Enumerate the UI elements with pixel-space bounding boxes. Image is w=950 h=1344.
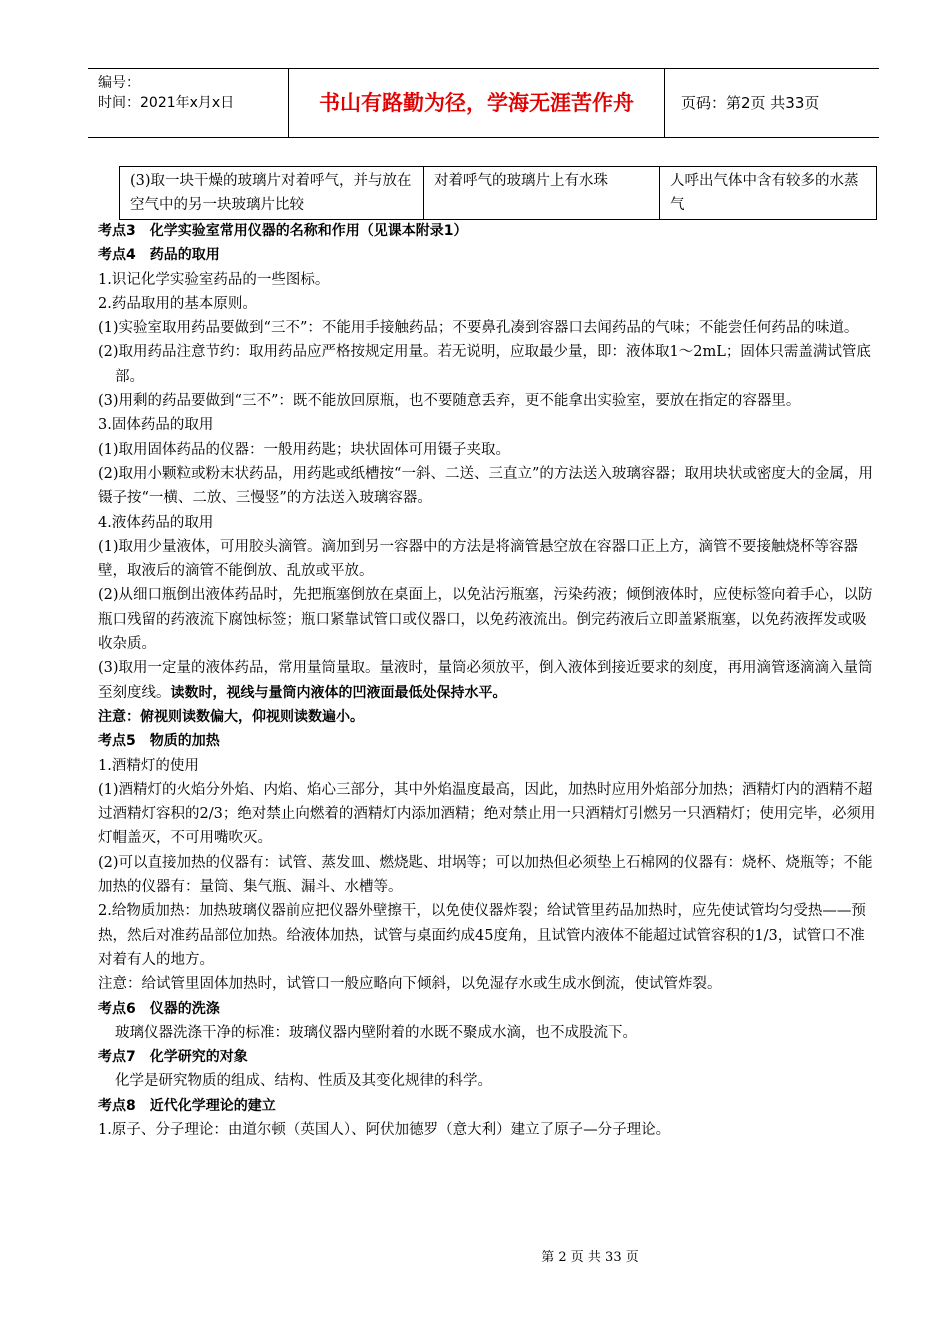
- paragraph-text: (3)取用一定量的液体药品，常用量筒量取。量液时，量筒必须放平，倒入液体到接近要求的刻度，再用滴管逐滴滴入量筒至刻度线。: [98, 660, 873, 701]
- paragraph: (1)取用固体药品的仪器：一般用药匙；块状固体可用镊子夹取。: [98, 441, 511, 458]
- paragraph: (2)取用小颗粒或粉末状药品，用药匙或纸槽按“一斜、二送、三直立”的方法送入玻璃容器；取用块状或密度大的金属，用镊子按“一横、二放、三慢竖”的方法送入玻璃容器。: [98, 465, 873, 507]
- paragraph: 4.液体药品的取用: [98, 514, 214, 531]
- time-label: 时间：2021年x月x日: [98, 95, 235, 111]
- paragraph: 化学是研究物质的组成、结构、性质及其变化规律的科学。: [115, 1073, 492, 1090]
- paragraph: (2)取用药品注意节约：取用药品应严格按规定用量。若无说明，应取最少量，即：液体取1～2mL；固体只需盖满试管底部。: [98, 344, 871, 385]
- paragraph: (1)实验室取用药品要做到“三不”：不能用手接触药品；不要鼻孔凑到容器口去闻药品的气味；不能尝任何药品的味道。: [98, 320, 859, 337]
- table-cell: 对着呼气的玻璃片上有水珠: [424, 167, 660, 220]
- paragraph: (1)酒精灯的火焰分外焰、内焰、焰心三部分，其中外焰温度最高，因此，加热时应用外焰部分加热；酒精灯内的酒精不超过酒精灯容积的2/3；绝对禁止向燃着的酒精灯内添加酒精；绝对禁止用一只酒精灯引燃另一只酒精灯；使用完毕，必须用灯帽盖灭，不可用嘴吹灭。: [98, 781, 876, 847]
- paragraph: (1)取用少量液体，可用胶头滴管。滴加到另一容器中的方法是将滴管悬空放在容器口正上方，滴管不要接触烧杯等容器壁，取液后的滴管不能倒放、乱放或平放。: [98, 538, 859, 580]
- paragraph: (3)用剩的药品要做到“三不”：既不能放回原瓶，也不要随意丢弃，更不能拿出实验室，要放在指定的容器里。: [98, 393, 801, 410]
- page-footer: 第 2 页 共 33 页: [541, 1250, 639, 1265]
- page-label: 页码：第2页 共33页: [681, 94, 820, 112]
- note: 注意：给试管里固体加热时，试管口一般应略向下倾斜，以免湿存水或生成水倒流，使试管炸裂。: [98, 976, 722, 993]
- paragraph: (2)从细口瓶倒出液体药品时，先把瓶塞倒放在桌面上，以免沾污瓶塞，污染药液；倾倒液体时，应使标签向着手心，以防瓶口残留的药液流下腐蚀标签；瓶口紧靠试管口或仪器口，以免药液流出。倒完药液后立即盖紧瓶塞，以免药液挥发或吸收杂质。: [98, 587, 873, 653]
- document-body: [98, 219, 878, 1142]
- section-heading: 考点5 物质的加热: [98, 733, 220, 750]
- page-header: [88, 68, 879, 138]
- motto: 书山有路勤为径，学海无涯苦作舟: [288, 69, 665, 137]
- note: 注意：俯视则读数偏大，仰视则读数遍小。: [98, 708, 364, 725]
- emphasis-text: 读数时，视线与量筒内液体的凹液面最低处保持水平。: [170, 684, 507, 701]
- table-cell: 人呼出气体中含有较多的水蒸气: [660, 167, 877, 220]
- header-meta: [88, 69, 288, 137]
- paragraph: 2.药品取用的基本原则。: [98, 295, 257, 312]
- paragraph: 玻璃仪器洗涤干净的标准：玻璃仪器内壁附着的水既不聚成水滴，也不成股流下。: [115, 1024, 637, 1041]
- paragraph: 1.酒精灯的使用: [98, 757, 199, 774]
- paragraph: [98, 656, 878, 705]
- section-heading: 考点4 药品的取用: [98, 247, 220, 264]
- table-row: [120, 167, 877, 220]
- section-heading: 考点3 化学实验室常用仪器的名称和作用（见课本附录1）: [98, 223, 468, 239]
- paragraph: 2.给物质加热：加热玻璃仪器前应把仪器外壁擦干，以免使仪器炸裂；给试管里药品加热时，应先使试管均匀受热——预热，然后对准药品部位加热。给液体加热，试管与桌面约成45度角，且试管内液体不能超过试管容积的1/3，试管口不准对着有人的地方。: [98, 903, 866, 968]
- number-label: 编号：: [98, 75, 140, 91]
- section-heading: 考点6 仪器的洗涤: [98, 1000, 220, 1017]
- table-cell: (3)取一块干燥的玻璃片对着呼气，并与放在空气中的另一块玻璃片比较: [120, 167, 424, 220]
- section-heading: 考点7 化学研究的对象: [98, 1049, 248, 1066]
- observation-table: [119, 166, 877, 220]
- paragraph: 1.识记化学实验室药品的一些图标。: [98, 271, 330, 288]
- paragraph: 3.固体药品的取用: [98, 417, 214, 434]
- paragraph: 1.原子、分子理论：由道尔顿（英国人）、阿伏加德罗（意大利）建立了原子—分子理论。: [98, 1121, 671, 1138]
- section-heading: 考点8 近代化学理论的建立: [98, 1097, 276, 1114]
- paragraph: (2)可以直接加热的仪器有：试管、蒸发皿、燃烧匙、坩埚等；可以加热但必须垫上石棉网的仪器有：烧杯、烧瓶等；不能加热的仪器有：量筒、集气瓶、漏斗、水槽等。: [98, 854, 873, 896]
